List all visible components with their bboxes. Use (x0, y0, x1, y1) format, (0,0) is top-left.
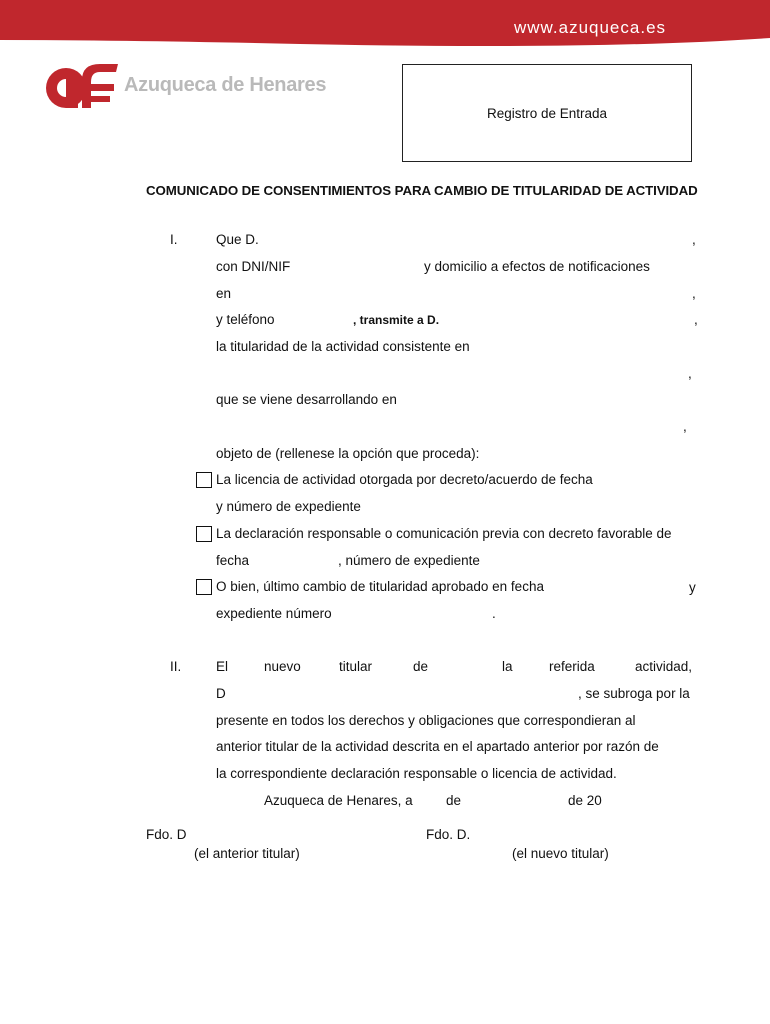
dni-label: con DNI/NIF (216, 259, 291, 274)
section2-line4: anterior titular de la actividad descrita en el apartado anterior por razón de (216, 739, 659, 754)
comma: , (692, 286, 696, 301)
site-url[interactable]: www.azuqueca.es (514, 18, 667, 37)
date-place: Azuqueca de Henares, a (264, 793, 413, 808)
en-label: en (216, 286, 232, 301)
option2-label: La declaración responsable o comunicación previa con decreto favorable de (216, 526, 672, 541)
azuqueca-logo-icon (42, 56, 122, 116)
comma: , (683, 419, 687, 434)
option3-y: y (689, 580, 696, 595)
d-label: D (216, 686, 226, 701)
word: la (502, 659, 513, 674)
option3-label: O bien, último cambio de titularidad aprobado en fecha (216, 579, 544, 594)
option2-expediente-label: , número de expediente (338, 553, 480, 568)
date-de-20: de 20 (568, 793, 602, 808)
date-de: de (446, 793, 462, 808)
telefono-label: y teléfono (216, 312, 275, 327)
comma: , (692, 232, 696, 247)
section2-numeral: II. (170, 659, 182, 674)
option1-expediente-label: y número de expediente (216, 499, 361, 514)
word: titular (339, 659, 373, 674)
section1-numeral: I. (170, 232, 178, 247)
left-signature-label: Fdo. D (146, 827, 187, 842)
option3-expediente-label: expediente número (216, 606, 332, 621)
option2-checkbox[interactable] (196, 526, 212, 542)
transmite-label: , transmite a D. (353, 313, 440, 327)
domicilio-label: y domicilio a efectos de notificaciones (424, 259, 650, 274)
word: El (216, 659, 229, 674)
right-signature-role: (el nuevo titular) (512, 846, 609, 861)
word: actividad, (635, 659, 693, 674)
titularidad-label: la titularidad de la actividad consistente en (216, 339, 470, 354)
left-signature-role: (el anterior titular) (194, 846, 300, 861)
desarrollando-label: que se viene desarrollando en (216, 392, 397, 407)
registro-box (402, 64, 692, 162)
period: . (492, 606, 496, 621)
option1-label: La licencia de actividad otorgada por decreto/acuerdo de fecha (216, 472, 593, 487)
que-d-label: Que D. (216, 232, 259, 247)
objeto-label: objeto de (rellenese la opción que proceda): (216, 446, 480, 461)
right-signature-label: Fdo. D. (426, 827, 471, 842)
comma: , (688, 366, 692, 381)
comma: , (694, 312, 698, 327)
word: referida (549, 659, 595, 674)
word: nuevo (264, 659, 301, 674)
document-title: COMUNICADO DE CONSENTIMIENTOS PARA CAMBIO DE TITULARIDAD DE ACTIVIDAD (146, 183, 698, 198)
registro-label: Registro de Entrada (486, 106, 608, 121)
section2-line3: presente en todos los derechos y obligaciones que correspondieran al (216, 713, 636, 728)
logo-text: Azuqueca de Henares (124, 74, 327, 96)
section2-line5: la correspondiente declaración responsable o licencia de actividad. (216, 766, 617, 781)
subroga-label: , se subroga por la (578, 686, 690, 701)
option3-checkbox[interactable] (196, 579, 212, 595)
option2-fecha-label: fecha (216, 553, 250, 568)
word: de (413, 659, 429, 674)
option1-checkbox[interactable] (196, 472, 212, 488)
